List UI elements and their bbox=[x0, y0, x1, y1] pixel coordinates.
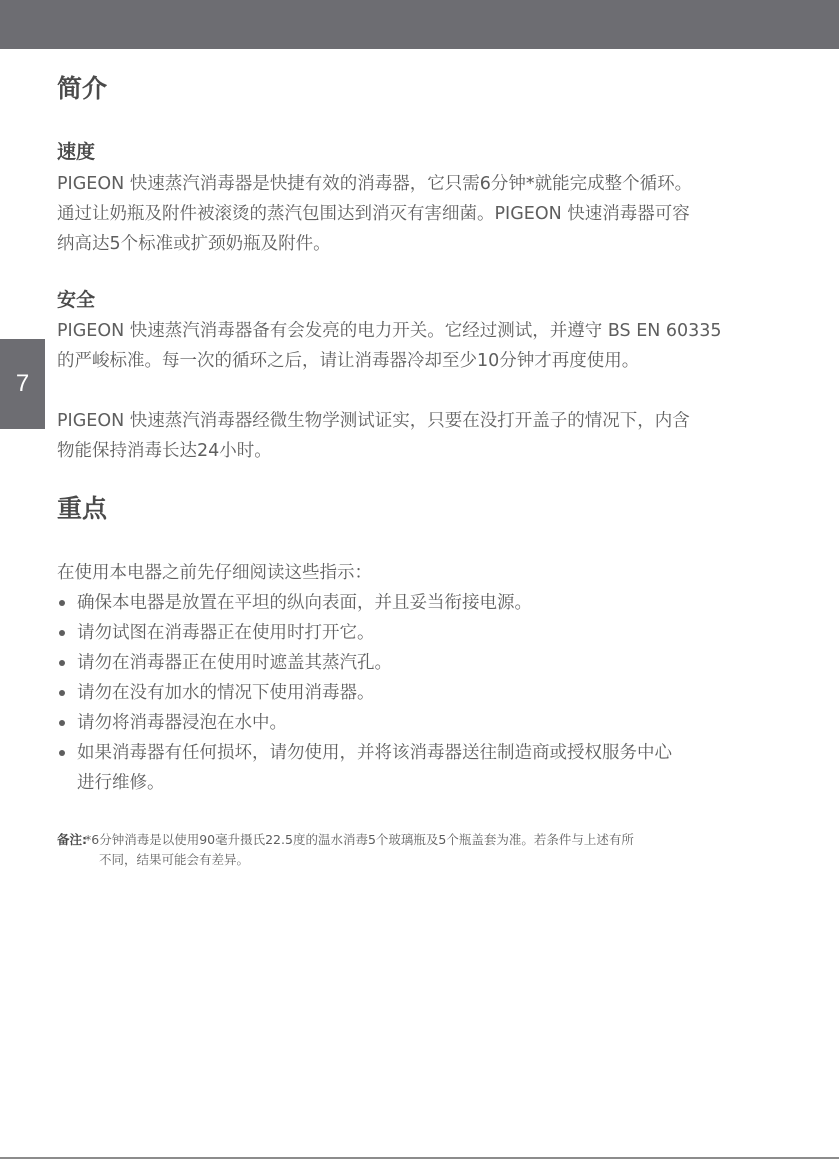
instruction-list bbox=[57, 558, 777, 798]
speed-line-2: 通过让奶瓶及附件被滚烫的蒸汽包围达到消灭有害细菌。PIGEON 快速消毒器可容 bbox=[57, 204, 690, 224]
bullet-icon bbox=[59, 720, 65, 726]
list-item-text-continued: 进行维修。 bbox=[77, 773, 165, 793]
bullet-icon bbox=[59, 750, 65, 756]
page-number: 7 bbox=[15, 370, 30, 397]
speed-paragraph bbox=[57, 169, 777, 259]
speed-line-1: PIGEON 快速蒸汽消毒器是快捷有效的消毒器，它只需6分钟*就能完成整个循环。 bbox=[57, 174, 693, 194]
key-points-heading: 重点 bbox=[57, 494, 108, 523]
footnote-label: 备注: bbox=[57, 832, 87, 847]
bullet-icon bbox=[59, 630, 65, 636]
list-item-text: 如果消毒器有任何损坏，请勿使用，并将该消毒器送往制造商或授权服务中心 bbox=[77, 743, 672, 763]
intro-heading: 简介 bbox=[57, 74, 108, 103]
speed-line-3: 纳高达5个标准或扩颈奶瓶及附件。 bbox=[57, 234, 331, 254]
list-item-text: 请勿在没有加水的情况下使用消毒器。 bbox=[77, 683, 375, 703]
header-bar bbox=[0, 0, 839, 49]
safety-heading: 安全 bbox=[57, 289, 96, 311]
page-number-tab bbox=[0, 339, 45, 429]
safety-line-3: PIGEON 快速蒸汽消毒器经微生物学测试证实，只要在没打开盖子的情况下，内含 bbox=[57, 411, 690, 431]
list-item bbox=[57, 648, 777, 678]
footer-rule bbox=[0, 1157, 839, 1159]
list-item-text: 请勿在消毒器正在使用时遮盖其蒸汽孔。 bbox=[77, 653, 392, 673]
list-item-text: 确保本电器是放置在平坦的纵向表面，并且妥当衔接电源。 bbox=[77, 593, 532, 613]
list-item bbox=[57, 678, 777, 708]
safety-line-1: PIGEON 快速蒸汽消毒器备有会发亮的电力开关。它经过测试，并遵守 BS EN 60335 bbox=[57, 321, 722, 341]
bullet-icon bbox=[59, 660, 65, 666]
safety-paragraph-2 bbox=[57, 406, 777, 466]
list-item bbox=[57, 738, 777, 798]
bullet-icon bbox=[59, 690, 65, 696]
bullet-icon bbox=[59, 600, 65, 606]
list-item-text: 请勿试图在消毒器正在使用时打开它。 bbox=[77, 623, 375, 643]
list-item bbox=[57, 618, 777, 648]
speed-heading: 速度 bbox=[57, 141, 96, 163]
footnote-line-2: 不同，结果可能会有差异。 bbox=[99, 852, 250, 867]
list-item bbox=[57, 588, 777, 618]
safety-line-4: 物能保持消毒长达24小时。 bbox=[57, 441, 272, 461]
list-item bbox=[57, 708, 777, 738]
footnote-line-1: *6分钟消毒是以使用90毫升摄氏22.5度的温水消毒5个玻璃瓶及5个瓶盖套为准。若条件与上述有所 bbox=[85, 832, 634, 847]
instruction-intro: 在使用本电器之前先仔细阅读这些指示： bbox=[57, 563, 372, 583]
list-item-text: 请勿将消毒器浸泡在水中。 bbox=[77, 713, 287, 733]
safety-paragraph-1 bbox=[57, 316, 777, 376]
safety-line-2: 的严峻标准。每一次的循环之后，请让消毒器冷却至少10分钟才再度使用。 bbox=[57, 351, 640, 371]
